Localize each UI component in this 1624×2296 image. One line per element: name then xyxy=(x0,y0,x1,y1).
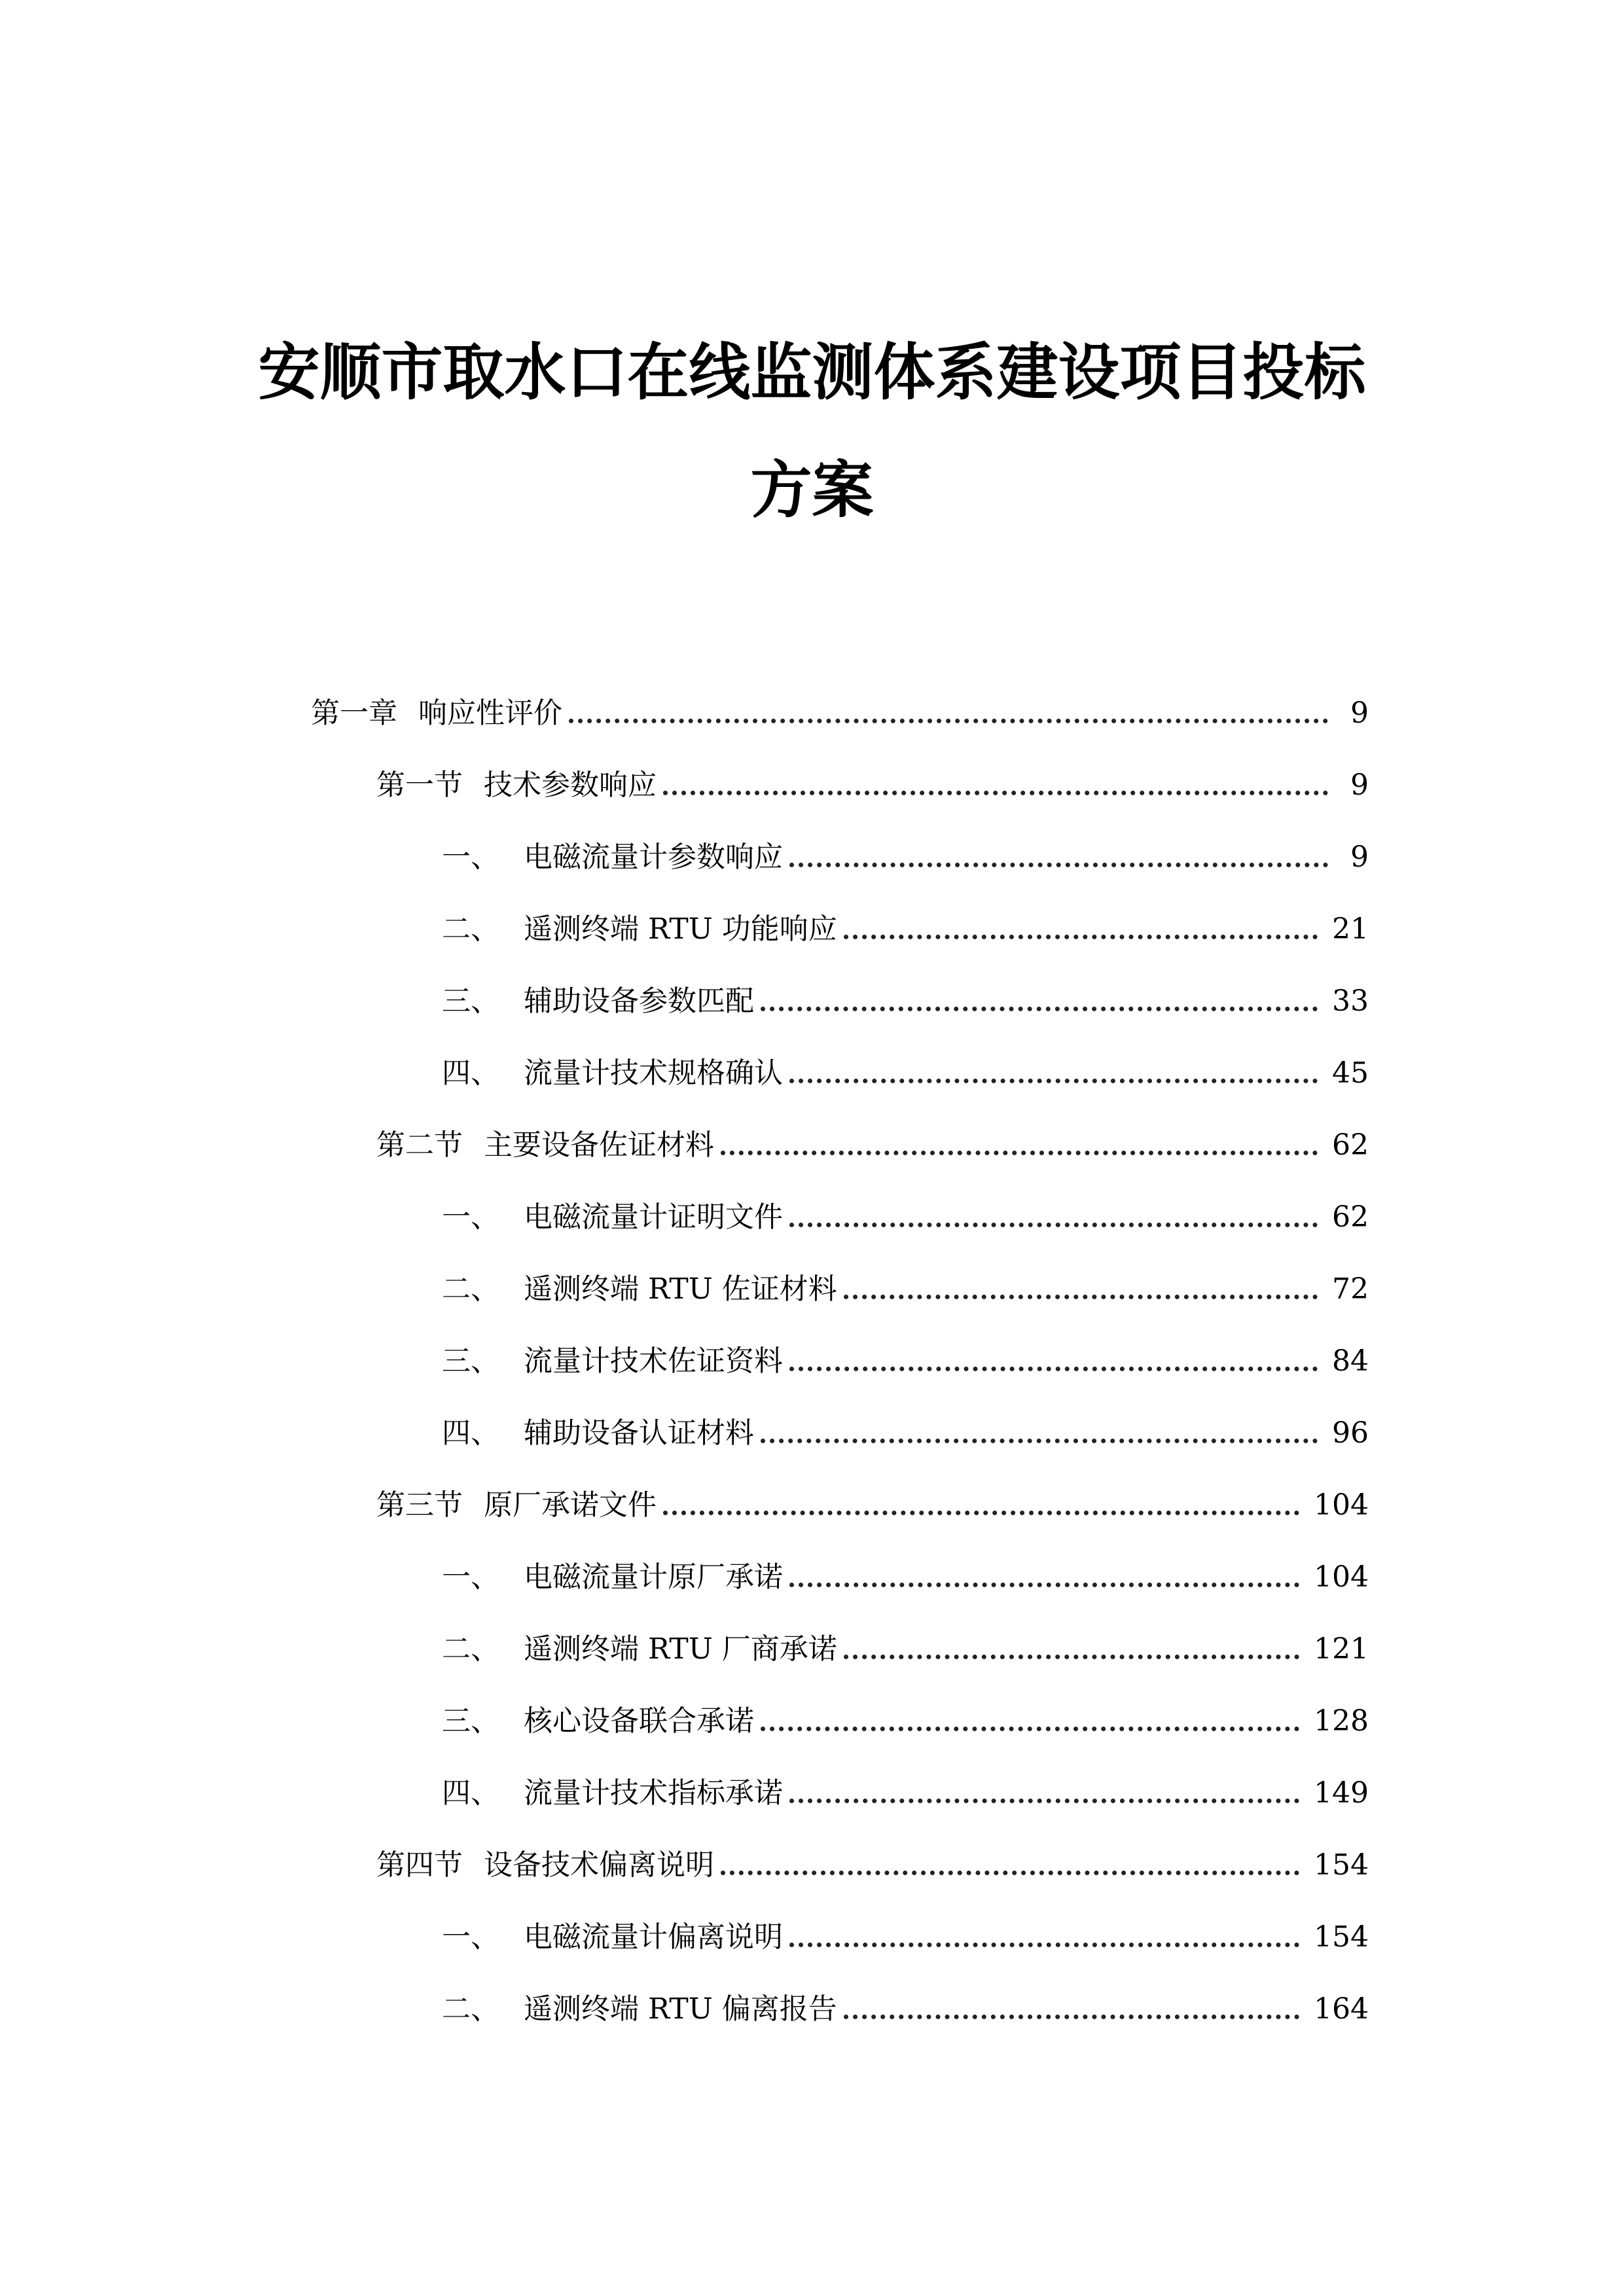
toc-entry[interactable] xyxy=(376,1482,1369,1528)
toc-dot-leader xyxy=(844,1626,1299,1672)
toc-entry-page: 21 xyxy=(1332,912,1369,946)
toc-entry-page: 9 xyxy=(1350,696,1369,730)
toc-entry[interactable] xyxy=(442,834,1369,880)
document-title-line-2: 方案 xyxy=(750,455,874,526)
toc-entry-title: 核心设备联合承诺 xyxy=(524,1704,754,1738)
toc-entry-number: 三、 xyxy=(442,1344,499,1378)
toc-dot-leader xyxy=(721,1122,1318,1168)
toc-entry-page: 72 xyxy=(1332,1272,1369,1306)
toc-entry-number: 三、 xyxy=(442,984,499,1018)
toc-dot-leader xyxy=(844,1986,1299,2032)
toc-dot-leader xyxy=(789,1050,1318,1096)
toc-entry-number: 三、 xyxy=(442,1704,499,1738)
toc-entry-page: 9 xyxy=(1350,840,1369,874)
toc-entry-page: 121 xyxy=(1314,1632,1369,1666)
toc-entry[interactable] xyxy=(311,691,1369,736)
toc-entry-title: 原厂承诺文件 xyxy=(484,1488,657,1522)
toc-dot-leader xyxy=(663,1482,1299,1528)
toc-entry-page: 33 xyxy=(1332,984,1369,1018)
toc-entry[interactable] xyxy=(376,1842,1369,1888)
toc-entry[interactable] xyxy=(376,762,1369,808)
toc-entry-page: 154 xyxy=(1314,1848,1369,1882)
toc-entry-title: 电磁流量计偏离说明 xyxy=(524,1920,783,1954)
document-title-line-1: 安顺市取水口在线监测体系建设项目投标 xyxy=(258,337,1366,408)
toc-entry-page: 45 xyxy=(1332,1056,1369,1090)
toc-dot-leader xyxy=(663,762,1328,808)
toc-dot-leader xyxy=(569,691,1328,736)
toc-entry-title: 电磁流量计证明文件 xyxy=(524,1200,783,1234)
toc-entry-number: 一、 xyxy=(442,1920,499,1954)
toc-dot-leader xyxy=(789,1338,1318,1384)
toc-entry-title: 遥测终端 RTU 厂商承诺 xyxy=(524,1632,837,1666)
toc-entry-title: 电磁流量计原厂承诺 xyxy=(524,1560,783,1594)
toc-entry-title: 主要设备佐证材料 xyxy=(484,1128,714,1162)
toc-entry-number: 二、 xyxy=(442,1272,499,1306)
toc-entry[interactable] xyxy=(442,978,1369,1024)
toc-entry-number: 第四节 xyxy=(376,1848,463,1882)
toc-dot-leader xyxy=(761,978,1318,1024)
toc-entry-title: 流量计技术指标承诺 xyxy=(524,1776,783,1810)
toc-entry[interactable] xyxy=(442,1698,1369,1744)
toc-entry-title: 遥测终端 RTU 功能响应 xyxy=(524,912,837,946)
toc-entry-page: 128 xyxy=(1314,1704,1369,1738)
toc-dot-leader xyxy=(844,906,1318,952)
toc-entry-page: 96 xyxy=(1332,1416,1369,1450)
toc-entry[interactable] xyxy=(442,1770,1369,1816)
toc-entry-page: 104 xyxy=(1314,1488,1369,1522)
toc-entry-page: 9 xyxy=(1350,768,1369,802)
toc-entry-page: 104 xyxy=(1314,1560,1369,1594)
toc-dot-leader xyxy=(761,1698,1299,1744)
toc-dot-leader xyxy=(789,834,1328,880)
toc-entry-number: 二、 xyxy=(442,912,499,946)
toc-entry-page: 62 xyxy=(1332,1200,1369,1234)
toc-entry[interactable] xyxy=(442,1338,1369,1384)
toc-entry-number: 二、 xyxy=(442,1632,499,1666)
toc-entry-page: 84 xyxy=(1332,1344,1369,1378)
toc-entry-number: 四、 xyxy=(442,1056,499,1090)
toc-entry-number: 一、 xyxy=(442,840,499,874)
toc-entry-title: 电磁流量计参数响应 xyxy=(524,840,783,874)
toc-dot-leader xyxy=(789,1194,1318,1240)
toc-entry-title: 设备技术偏离说明 xyxy=(484,1848,714,1882)
toc-entry[interactable] xyxy=(442,1410,1369,1456)
toc-entry-title: 响应性评价 xyxy=(418,696,562,730)
toc-entry-number: 一、 xyxy=(442,1560,499,1594)
toc-dot-leader xyxy=(789,1914,1299,1960)
toc-entry-title: 遥测终端 RTU 佐证材料 xyxy=(524,1272,837,1306)
toc-entry[interactable] xyxy=(442,1266,1369,1312)
toc-entry[interactable] xyxy=(442,1050,1369,1096)
toc-dot-leader xyxy=(789,1554,1299,1600)
toc-dot-leader xyxy=(844,1266,1318,1312)
toc-entry-title: 技术参数响应 xyxy=(484,768,657,802)
toc-dot-leader xyxy=(761,1410,1318,1456)
toc-entry[interactable] xyxy=(442,1554,1369,1600)
toc-entry-number: 第一节 xyxy=(376,768,463,802)
toc-entry[interactable] xyxy=(442,1626,1369,1672)
toc-entry-number: 一、 xyxy=(442,1200,499,1234)
toc-entry-number: 第三节 xyxy=(376,1488,463,1522)
toc-entry[interactable] xyxy=(442,906,1369,952)
toc-entry-title: 流量计技术佐证资料 xyxy=(524,1344,783,1378)
toc-dot-leader xyxy=(789,1770,1299,1816)
toc-entry-number: 第一章 xyxy=(311,696,397,730)
toc-entry[interactable] xyxy=(442,1914,1369,1960)
toc-entry[interactable] xyxy=(442,1986,1369,2032)
toc-entry-number: 二、 xyxy=(442,1992,499,2026)
toc-entry[interactable] xyxy=(442,1194,1369,1240)
toc-entry-title: 辅助设备参数匹配 xyxy=(524,984,754,1018)
toc-entry-number: 第二节 xyxy=(376,1128,463,1162)
toc-entry-page: 164 xyxy=(1314,1992,1369,2026)
toc-entry[interactable] xyxy=(376,1122,1369,1168)
toc-entry-page: 62 xyxy=(1332,1128,1369,1162)
toc-entry-number: 四、 xyxy=(442,1416,499,1450)
toc-entry-page: 149 xyxy=(1314,1776,1369,1810)
toc-entry-title: 遥测终端 RTU 偏离报告 xyxy=(524,1992,837,2026)
toc-entry-title: 辅助设备认证材料 xyxy=(524,1416,754,1450)
toc-entry-number: 四、 xyxy=(442,1776,499,1810)
toc-entry-title: 流量计技术规格确认 xyxy=(524,1056,783,1090)
toc-entry-page: 154 xyxy=(1314,1920,1369,1954)
toc-dot-leader xyxy=(721,1842,1299,1888)
